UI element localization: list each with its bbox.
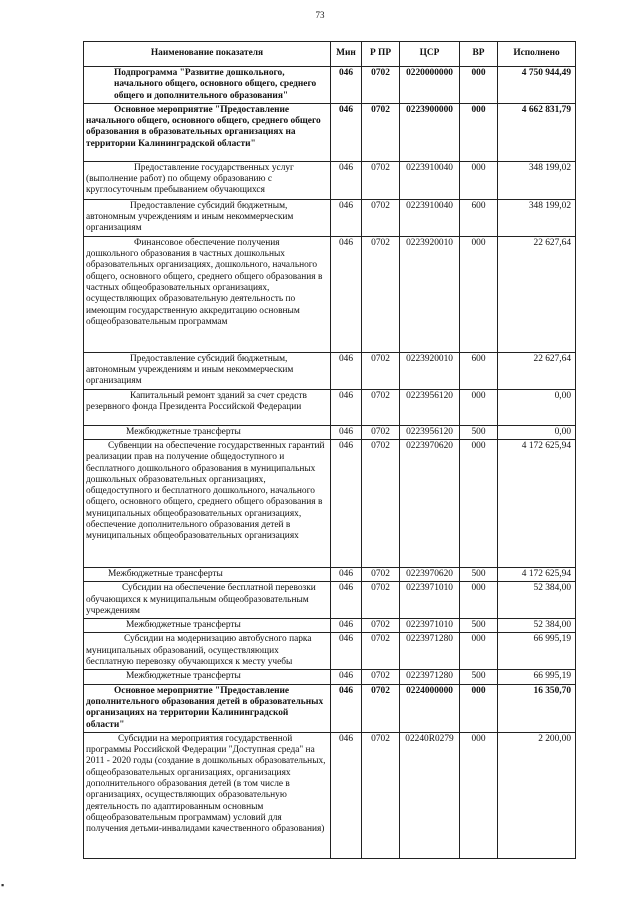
row-name: Подпрограмма "Развитие дошкольного, начального общего, основного общего, среднего общего и дополнительного образования": [84, 67, 331, 104]
row-amount: 16 350,70: [498, 684, 576, 732]
row-csr: 0223956120: [400, 425, 460, 439]
row-vr: 000: [460, 732, 498, 858]
table-row: [84, 67, 576, 104]
row-vr: 000: [460, 582, 498, 619]
row-amount: 0,00: [498, 425, 576, 439]
row-name: Межбюджетные трансферты: [84, 619, 331, 633]
table-row: [84, 582, 576, 619]
row-name: Предоставление субсидий бюджетным, автономным учреждениям и иным некоммерческим организациям: [84, 199, 331, 236]
row-amount: 66 995,19: [498, 633, 576, 670]
row-csr: 0223971010: [400, 619, 460, 633]
budget-table: [83, 41, 576, 859]
row-vr: 500: [460, 567, 498, 581]
row-rpr: 0702: [362, 389, 400, 425]
row-amount: 52 384,00: [498, 619, 576, 633]
row-name: Субсидии на мероприятия государственной программы Российской Федерации "Доступная среда" на 2011 - 2020 годы (создание в дошкольных образовательных, общеобразовательных организациях, организациях дополнительного образования детей (в том числе в организациях, осуществляющих образовательную деятельность по адаптированным основным общеобразовательным программам) условий для получения детьми-инвалидами качественного образования): [84, 732, 331, 858]
row-rpr: 0702: [362, 670, 400, 684]
row-vr: 600: [460, 199, 498, 236]
row-vr: 500: [460, 619, 498, 633]
row-vr: 000: [460, 684, 498, 732]
row-name: Капитальный ремонт зданий за счет средств резервного фонда Президента Российской Федерации: [84, 389, 331, 425]
row-rpr: 0702: [362, 439, 400, 567]
header-vr: ВР: [460, 42, 498, 67]
row-csr: 0223920010: [400, 236, 460, 352]
row-csr: 0223971280: [400, 670, 460, 684]
table-row: [84, 670, 576, 684]
row-min: 046: [331, 684, 362, 732]
row-csr: 02240R0279: [400, 732, 460, 858]
row-rpr: 0702: [362, 567, 400, 581]
table-row: [84, 352, 576, 389]
table-row: [84, 633, 576, 670]
row-vr: 000: [460, 67, 498, 104]
row-csr: 0223971280: [400, 633, 460, 670]
table-row: [84, 567, 576, 581]
row-min: 046: [331, 236, 362, 352]
table-row: [84, 236, 576, 352]
row-amount: 348 199,02: [498, 199, 576, 236]
header-name: Наименование показателя: [84, 42, 331, 67]
row-vr: 000: [460, 439, 498, 567]
row-min: 046: [331, 582, 362, 619]
row-rpr: 0702: [362, 425, 400, 439]
row-amount: 0,00: [498, 389, 576, 425]
row-min: 046: [331, 670, 362, 684]
row-name: Предоставление субсидий бюджетным, автономным учреждениям и иным некоммерческим организациям: [84, 352, 331, 389]
row-amount: 4 750 944,49: [498, 67, 576, 104]
row-amount: 4 172 625,94: [498, 567, 576, 581]
row-vr: 500: [460, 670, 498, 684]
row-name: Межбюджетные трансферты: [84, 670, 331, 684]
table-row: [84, 619, 576, 633]
scan-mark-left: ▪: [1, 880, 5, 890]
row-rpr: 0702: [362, 633, 400, 670]
table-row: [84, 199, 576, 236]
row-min: 046: [331, 161, 362, 199]
row-csr: 0223970620: [400, 439, 460, 567]
row-name: Субсидии на обеспечение бесплатной перевозки обучающихся к муниципальным общеобразовательным учреждениям: [84, 582, 331, 619]
table-row: [84, 161, 576, 199]
row-min: 046: [331, 425, 362, 439]
row-name: Финансовое обеспечение получения дошкольного образования в частных дошкольных образовательных организациях, дошкольного, начального общего, основного общего, среднего общего образования в частных общеобразовательных организациях, осуществляющих образовательную деятельность по имеющим государственную аккредитацию основным общеобразовательным программам: [84, 236, 331, 352]
row-name: Межбюджетные трансферты: [84, 567, 331, 581]
row-rpr: 0702: [362, 67, 400, 104]
row-name: Основное мероприятие "Предоставление дополнительного образования детей в образовательных организациях на территории Калининградской области": [84, 684, 331, 732]
row-vr: 000: [460, 389, 498, 425]
row-amount: 52 384,00: [498, 582, 576, 619]
table-row: [84, 389, 576, 425]
row-amount: 22 627,64: [498, 352, 576, 389]
row-min: 046: [331, 389, 362, 425]
row-rpr: 0702: [362, 582, 400, 619]
row-csr: 0223970620: [400, 567, 460, 581]
header-rpr: Р ПР: [362, 42, 400, 67]
row-min: 046: [331, 103, 362, 161]
row-csr: 0220000000: [400, 67, 460, 104]
row-rpr: 0702: [362, 199, 400, 236]
row-amount: 66 995,19: [498, 670, 576, 684]
row-rpr: 0702: [362, 732, 400, 858]
row-rpr: 0702: [362, 161, 400, 199]
row-vr: 000: [460, 103, 498, 161]
row-min: 046: [331, 199, 362, 236]
row-csr: 0224000000: [400, 684, 460, 732]
row-min: 046: [331, 633, 362, 670]
row-amount: 4 172 625,94: [498, 439, 576, 567]
row-vr: 500: [460, 425, 498, 439]
row-name: Субвенции на обеспечение государственных гарантий реализации прав на получение общедоступного и бесплатного дошкольного образования в муниципальных дошкольных образовательных организациях, общедоступного и бесплатного дошкольного, начального общего, основного общего, среднего общего образования в муниципальных общеобразовательных организациях, обеспечение дополнительного образования детей в муниципальных общеобразовательных организациях: [84, 439, 331, 567]
row-name: Основное мероприятие "Предоставление начального общего, основного общего, среднего общего образования в образовательных организациях на территории Калининградской области": [84, 103, 331, 161]
row-rpr: 0702: [362, 236, 400, 352]
row-min: 046: [331, 439, 362, 567]
header-csr: ЦСР: [400, 42, 460, 67]
row-vr: 600: [460, 352, 498, 389]
table-row: [84, 103, 576, 161]
row-name: Межбюджетные трансферты: [84, 425, 331, 439]
row-csr: 0223900000: [400, 103, 460, 161]
row-amount: 2 200,00: [498, 732, 576, 858]
row-csr: 0223910040: [400, 161, 460, 199]
row-vr: 000: [460, 161, 498, 199]
row-amount: 4 662 831,79: [498, 103, 576, 161]
row-amount: 348 199,02: [498, 161, 576, 199]
row-rpr: 0702: [362, 103, 400, 161]
page-number: 73: [315, 10, 325, 20]
row-csr: 0223910040: [400, 199, 460, 236]
row-rpr: 0702: [362, 619, 400, 633]
row-csr: 0223971010: [400, 582, 460, 619]
table-row: [84, 684, 576, 732]
row-rpr: 0702: [362, 352, 400, 389]
row-vr: 000: [460, 236, 498, 352]
row-min: 046: [331, 732, 362, 858]
row-rpr: 0702: [362, 684, 400, 732]
header-min: Мин: [331, 42, 362, 67]
table-row: [84, 732, 576, 858]
row-min: 046: [331, 352, 362, 389]
row-min: 046: [331, 619, 362, 633]
row-name: Предоставление государственных услуг (выполнение работ) по общему образованию с круглосуточным пребыванием обучающихся: [84, 161, 331, 199]
row-csr: 0223956120: [400, 389, 460, 425]
row-min: 046: [331, 67, 362, 104]
row-csr: 0223920010: [400, 352, 460, 389]
table-row: [84, 439, 576, 567]
table-header-row: [84, 42, 576, 67]
row-vr: 000: [460, 633, 498, 670]
header-amount: Исполнено: [498, 42, 576, 67]
table-row: [84, 425, 576, 439]
row-name: Субсидии на модернизацию автобусного парка муниципальных образований, осуществляющих бесплатную перевозку обучающихся к месту учебы: [84, 633, 331, 670]
row-min: 046: [331, 567, 362, 581]
row-amount: 22 627,64: [498, 236, 576, 352]
